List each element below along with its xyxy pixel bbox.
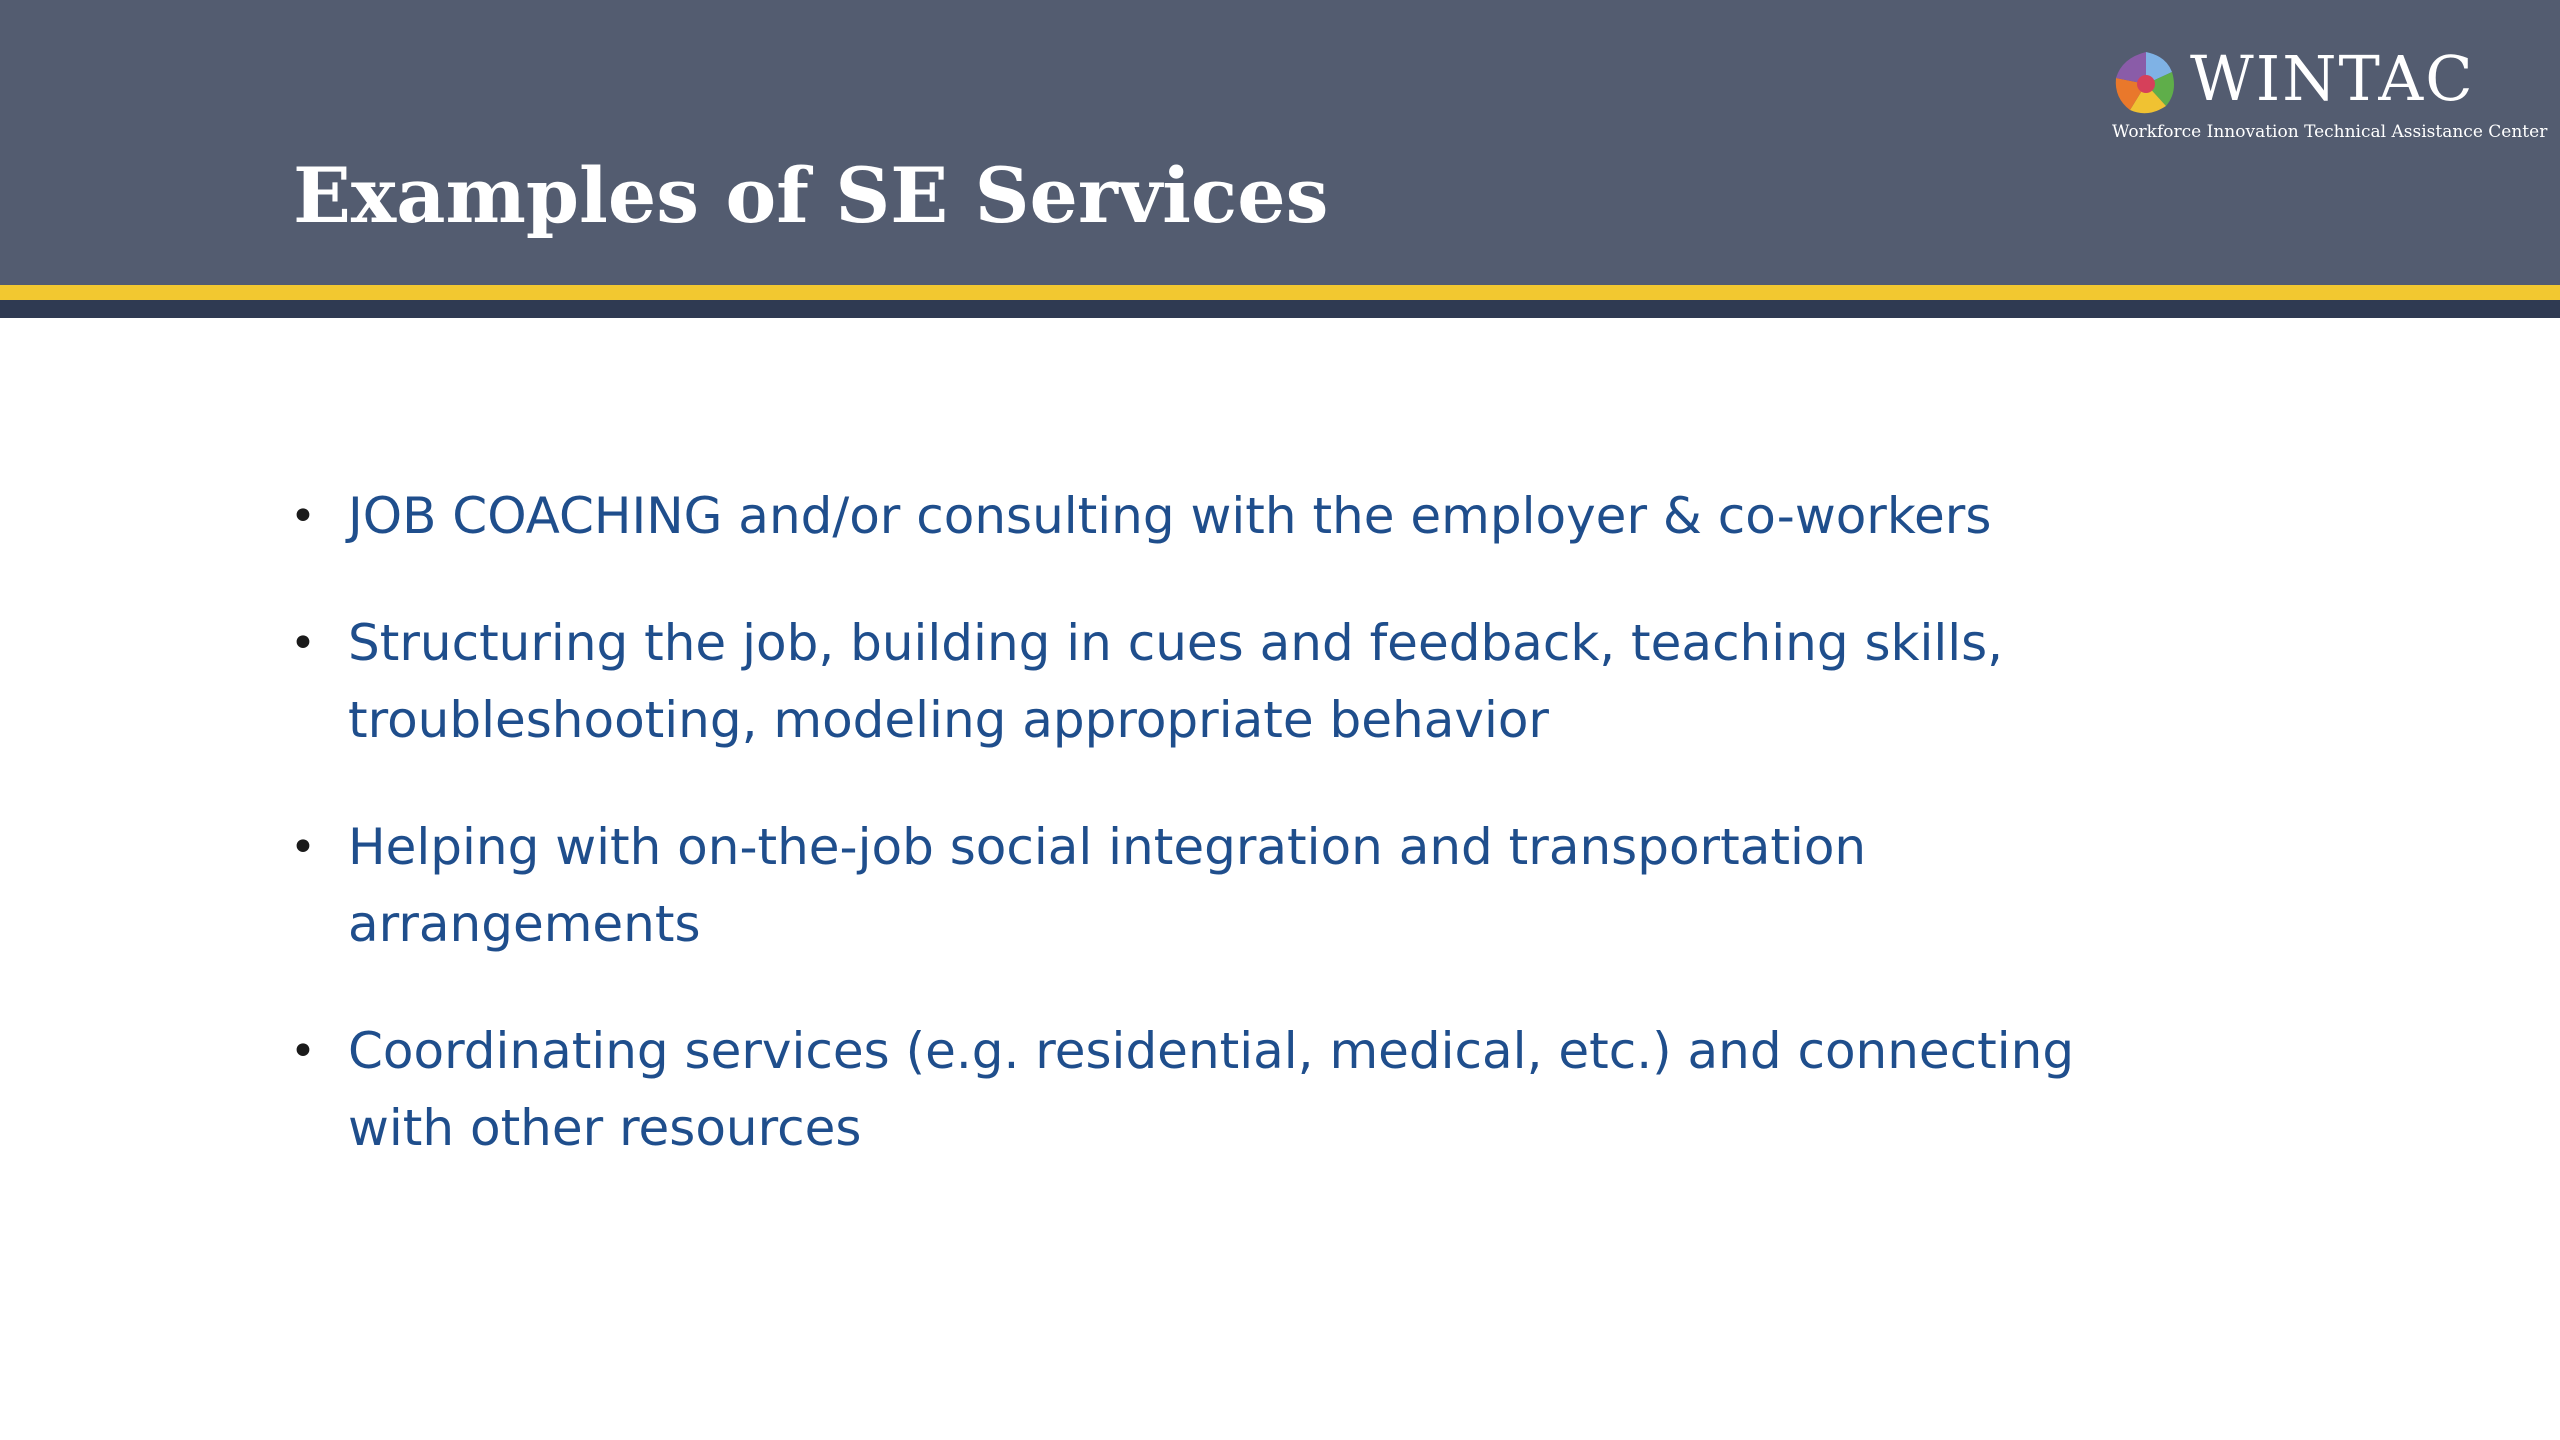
bullet-item <box>290 1013 2190 1167</box>
bullet-marker: • <box>290 618 316 669</box>
wintac-logo <box>2108 42 2548 152</box>
logo-tagline: Workforce Innovation Technical Assistance Center <box>2112 122 2548 142</box>
navy-divider <box>0 300 2560 318</box>
bullet-item <box>290 478 2190 555</box>
bullet-item <box>290 605 2190 759</box>
logo-wordmark: WINTAC <box>2190 42 2475 115</box>
pinwheel-logo-icon <box>2110 48 2182 120</box>
bullet-list <box>290 478 2190 1217</box>
bullet-item <box>290 809 2190 963</box>
bullet-text: JOB COACHING and/or consulting with the employer & co-workers <box>348 487 1992 545</box>
bullet-marker: • <box>290 491 316 542</box>
header-banner <box>0 0 2560 285</box>
bullet-text: Helping with on-the-job social integration and transportation arrangements <box>348 818 1867 953</box>
bullet-marker: • <box>290 822 316 873</box>
slide-title: Examples of SE Services <box>293 151 1329 240</box>
bullet-text: Coordinating services (e.g. residential, medical, etc.) and connecting with other resources <box>348 1022 2075 1157</box>
bullet-marker: • <box>290 1026 316 1077</box>
bullet-text: Structuring the job, building in cues and feedback, teaching skills, troubleshooting, modeling appropriate behavior <box>348 614 2004 749</box>
gold-divider <box>0 285 2560 300</box>
